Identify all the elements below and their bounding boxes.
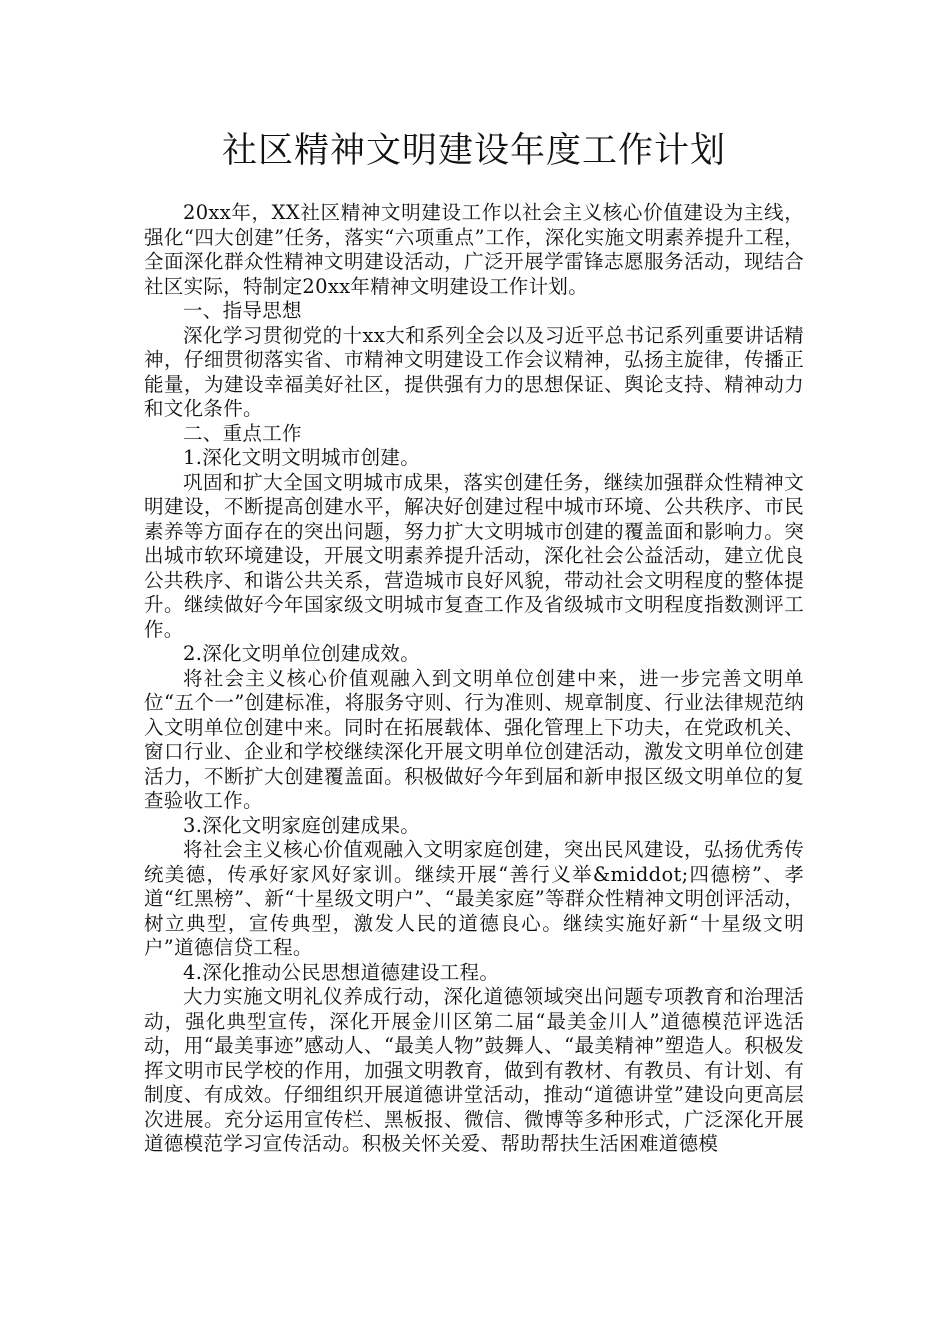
- subheading-civilized-unit: 2.深化文明单位创建成效。: [183, 642, 421, 665]
- guiding-ideology-paragraph: 深化学习贯彻党的十xx大和系列全会以及习近平总书记系列重要讲话精神，仔细贯彻落实省、市精神文明建设工作会议精神，弘扬主旋律，传播正能量，为建设幸福美好社区，提供强有力的思想保证、舆论支持、精神动力和文化条件。: [144, 323, 804, 420]
- section-heading-guiding-ideology: 一、指导思想: [183, 299, 302, 322]
- page-title: 社区精神文明建设年度工作计划: [221, 131, 726, 171]
- intro-paragraph: 20xx年，XX社区精神文明建设工作以社会主义核心价值建设为主线，强化“四大创建”任务，落实“六项重点”工作，深化实施文明素养提升工程，全面深化群众性精神文明建设活动，广泛开展学雷锋志愿服务活动，现结合社区实际，特制定20xx年精神文明建设工作计划。: [144, 201, 804, 298]
- subheading-civilized-city: 1.深化文明文明城市创建。: [183, 446, 421, 469]
- section-heading-key-work: 二、重点工作: [183, 421, 302, 445]
- subheading-moral-construction: 4.深化推动公民思想道德建设工程。: [183, 960, 500, 984]
- civilized-city-paragraph: 巩固和扩大全国文明城市成果，落实创建任务，继续加强群众性精神文明建设，不断提高创建水平，解决好创建过程中城市环境、公共秩序、市民素养等方面存在的突出问题，努力扩大文明城市创建的覆盖面和影响力。突出城市软环境建设，开展文明素养提升活动，深化社会公益活动，建立优良公共秩序、和谐公共关系，营造城市良好风貌，带动社会文明程度的整体提升。继续做好今年国家级文明城市复查工作及省级城市文明程度指数测评工作。: [144, 470, 804, 641]
- document-content: [144, 0, 804, 1157]
- civilized-unit-paragraph: 将社会主义核心价值观融入到文明单位创建中来，进一步完善文明单位“五个一”创建标准，将服务守则、行为准则、规章制度、行业法律规范纳入文明单位创建中来。同时在拓展载体、强化管理上下功夫，在党政机关、窗口行业、企业和学校继续深化开展文明单位创建活动，激发文明单位创建活力，不断扩大创建覆盖面。积极做好今年到届和新申报区级文明单位的复查验收工作。: [144, 666, 804, 812]
- document-body: [144, 201, 804, 1157]
- subheading-civilized-family: 3.深化文明家庭创建成果。: [183, 813, 421, 837]
- civilized-family-paragraph: 将社会主义核心价值观融入文明家庭创建，突出民风建设，弘扬优秀传统美德，传承好家风好家训。继续开展“善行义举&middot;四德榜”、孝道“红黑榜”、新“十星级文明户”、“最美家庭”等群众性精神文明创评活动，树立典型，宣传典型，激发人民的道德良心。继续实施好新“十星级文明户”道德信贷工程。: [144, 838, 804, 959]
- moral-construction-paragraph: 大力实施文明礼仪养成行动，深化道德领域突出问题专项教育和治理活动，强化典型宣传，深化开展金川区第二届“最美金川人”道德模范评选活动，用“最美事迹”感动人、“最美人物”鼓舞人、“最美精神”塑造人。积极发挥文明市民学校的作用，加强文明教育，做到有教材、有教员、有计划、有制度、有成效。仔细组织开展道德讲堂活动，推动“道德讲堂”建设向更高层次进展。充分运用宣传栏、黑板报、微信、微博等多种形式，广泛深化开展道德模范学习宣传活动。积极关怀关爱、帮助帮扶生活困难道德模: [144, 985, 804, 1155]
